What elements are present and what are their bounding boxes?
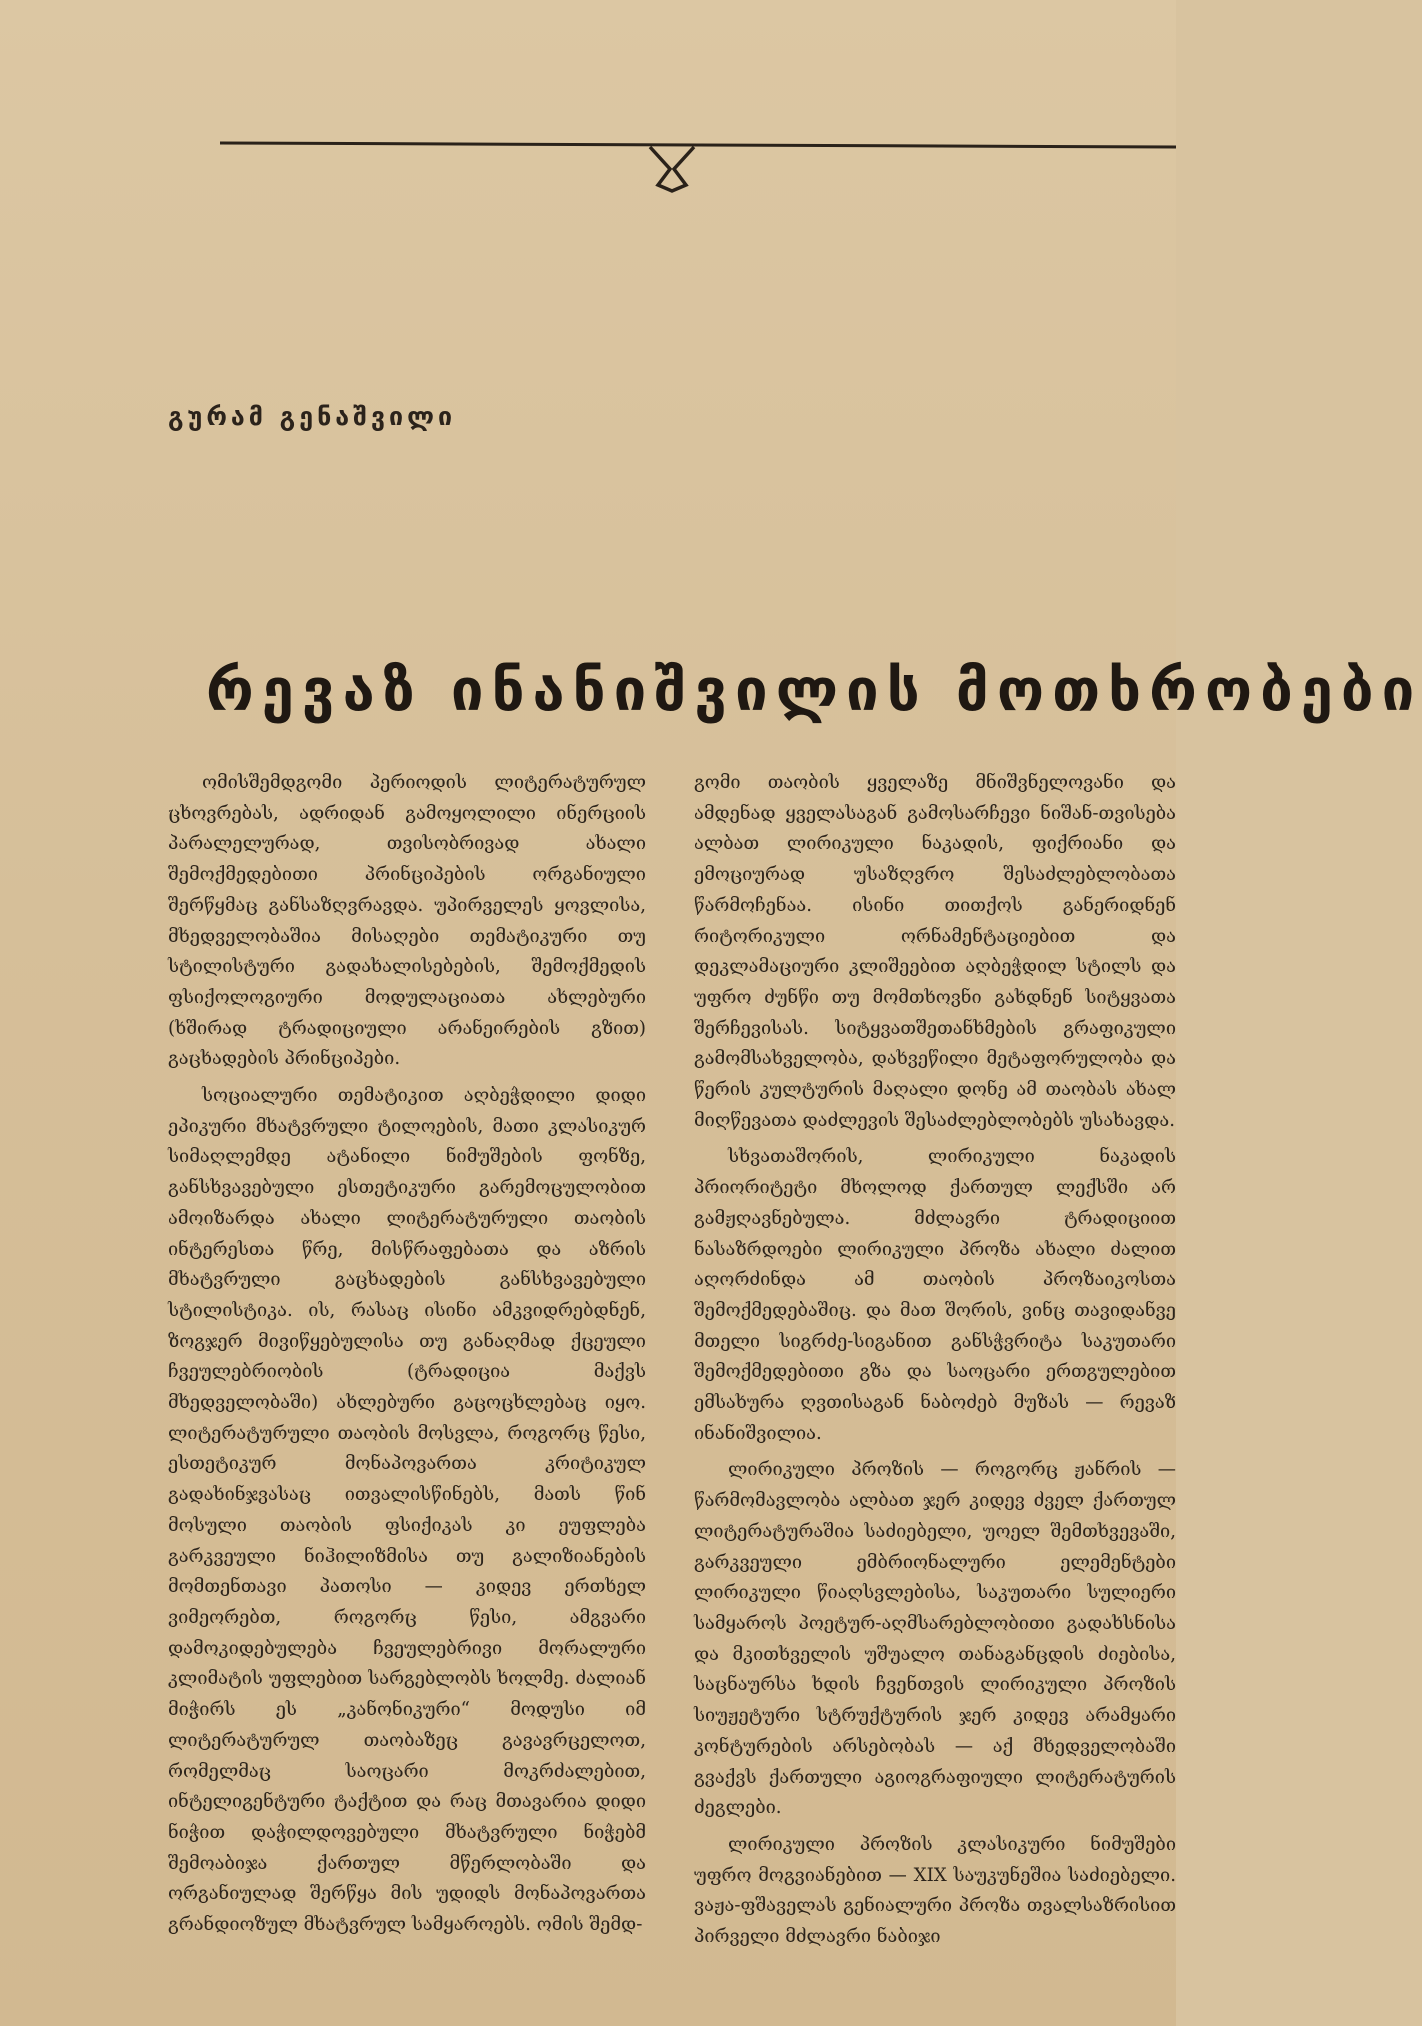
paragraph: ლირიკული პროზის კლასიკური ნიმუშები უფრო მოგვიანებით — XIX საუკუნეშია საძიებელი. ვაჟა-ფშაველას გენიალური პროზა თვალსაზრისით პირველი მძლავრი ნაბიჯი (694, 1833, 1176, 1948)
paragraph: სოციალური თემატიკით აღბეჭდილი დიდი ეპიკური მხატვრული ტილოების, მათი კლასიკურ სიმაღლემდე ატანილი ნიმუშების ფონზე, განსხვავებული ესთეტიკური გარემოცულობით ამოიზარდა ახალი ლიტერატურული თაობის ინტერესთა წრე, მისწრაფებათა და აზრის მხატვრული გაცხადების განსხვავებული სტილისტიკა. ის, რასაც ისინი ამკვიდრებდნენ, ზოგჯერ მივიწყებულისა თუ განაღმად ქცეული ჩვეულებრიობის (ტრადიცია მაქვს მხედველობაში) ახლებური გაცოცხლებაც იყო. ლიტერატურული თაობის მოსვლა, როგორც წესი, ესთეტიკურ მონაპოვართა კრიტიკულ გადახინჯვასაც ითვალისწინებს, მათს წინ მოსული თაობის ფსიქიკას კი ეუფლება გარკვეული ნიჰილიზმისა თუ გალიზიანების მომთენთავი პათოსი — კიდევ ერთხელ ვიმეორებთ, როგორც წესი, ამგვარი დამოკიდებულება ჩვეულებრივი მორალური კლიმატის უფლებით სარგებლობს ხოლმე. ძალიან მიჭირს ეს „კანონიკური“ მოდუსი იმ ლიტერატურულ თაობაზეც გავავრცელოთ, რომელმაც საოცარი მოკრძალებით, ინტელიგენტური ტაქტით და რაც მთავარია დიდი ნიჭით დაჭილდოვებული მხატვრული ნიჭებმ შემოაბიჯა ქართულ მწერლობაში და ორგანიულად შერწყა მის უდიდს მონაპოვართა გრანდიოზულ მხატვრულ სამყაროებს. ომის შემდ- (168, 1085, 646, 1936)
paragraph: ომისშემდგომი პერიოდის ლიტერატურულ ცხოვრებას, ადრიდან გამოყოლილი ინერციის პარალელურად, თვისობრივად ახალი შემოქმედებითი პრინციპების ორგანიული შერწყმაც განსაზღვრავდა. უპირველეს ყოვლისა, მხედველობაშია მისაღები თემატიკური თუ სტილისტური გადახალისებების, შემოქმედის ფსიქოლოგიური მოდულაციათა ახლებური (ხშირად ტრადიციული არანეირების გზით) გაცხადების პრინციპები. (168, 772, 646, 1070)
paragraph: სხვათაშორის, ლირიკული ნაკადის პრიორიტეტი მხოლოდ ქართულ ლექსში არ გამჟღავნებულა. მძლავრი ტრადიციით ნასაზრდოები ლირიკული პროზა ახალი ძალით აღორძინდა ამ თაობის პროზაიკოსთა შემოქმედებაშიც. და მათ შორის, ვინც თავიდანვე მთელი სიგრძე-სიგანით განსჭვრიტა საკუთარი შემოქმედებითი გზა და საოცარი ერთგულებით ემსახურა ღვთისაგან ნაბოძებ მუზას — რევაზ ინანიშვილია. (694, 1146, 1176, 1444)
author-name: გურამ გენაშვილი (168, 402, 457, 431)
left-text-column (168, 768, 646, 1936)
paragraph: ლირიკული პროზის — როგორც ჟანრის — წარმომავლობა ალბათ ჯერ კიდევ ძველ ქართულ ლიტერატურაშია საძიებელი, უოელ შემთხვევაში, გარკვეული ემბრიონალური ელემენტები ლირიკული წიაღსვლებისა, საკუთარი სულიერი სამყაროს პოეტურ-აღმსარებლობითი გადახსნისა და მკითხველის უშუალო თანაგანცდის ძიებისა, საცნაურსა ხდის ჩვენთვის ლირიკული პროზის სიუჟეტური სტრუქტურის ჯერ კიდევ არამყარი კონტურების არსებობას — აქ მხედველობაში გვაქვს ქართული აგიოგრაფიული ლიტერატურის ძეგლები. (694, 1459, 1176, 1819)
article-title: რევაზ ინანიშვილის მოთხრობები (206, 656, 1422, 724)
right-text-column (694, 768, 1176, 1948)
paragraph: გომი თაობის ყველაზე მნიშვნელოვანი და ამდენად ყველასაგან გამოსარჩევი ნიშან-თვისება ალბათ ლირიკული ნაკადის, ფიქრიანი და ემოციურად უსაზღვრო შესაძლებლობათა წარმოჩენაა. ისინი თითქოს განერიდნენ რიტორიკული ორნამენტაციებით და დეკლამაციური კლიშეებით აღბეჭდილ სტილს და უფრო ძუნწი თუ მომთხოვნი გახდნენ სიტყვათა შერჩევისას. სიტყვათშეთანხმების გრაფიკული გამომსახველობა, დახვეწილი მეტაფორულობა და წერის კულტურის მაღალი დონე ამ თაობას ახალ მიღწევათა დაძლევის შესაძლებლობებს უსახავდა. (694, 772, 1176, 1131)
decorative-divider (220, 125, 1176, 195)
